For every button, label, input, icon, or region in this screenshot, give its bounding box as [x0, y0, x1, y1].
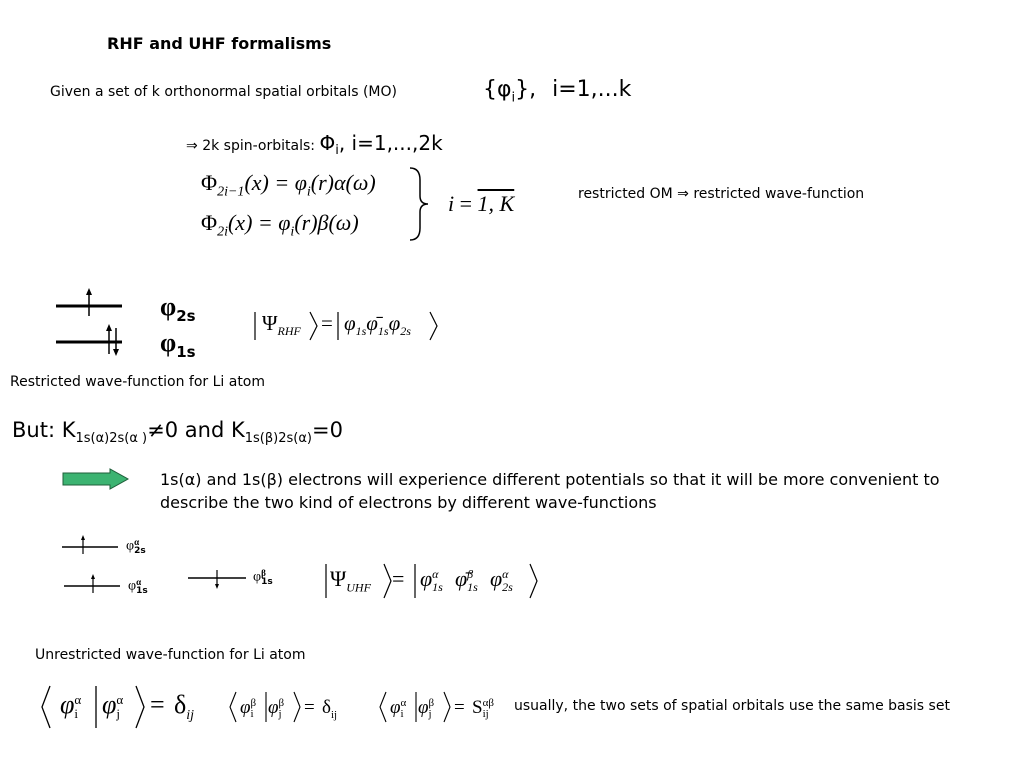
basis-set-note: usually, the two sets of spatial orbitals use the same basis set — [514, 698, 950, 714]
equation-phi-odd — [201, 170, 376, 200]
uhf-label-1s-beta: φβ 1s — [253, 568, 273, 587]
rhf-label-2s: $\varphi_{2s}$ — [160, 292, 196, 326]
index-range-lhs: i — [448, 191, 455, 216]
overlap2-rhs: $\delta_{ij}$ — [322, 697, 338, 721]
psi-uhf-eq: = — [392, 566, 405, 591]
but-sub1: 1s(α)2s(α ) — [75, 431, 148, 447]
page-title: RHF and UHF formalisms — [107, 34, 332, 53]
restricted-om-note: restricted OM ⇒ restricted wave-function — [578, 186, 865, 202]
overlap1-bra: φα i — [60, 690, 82, 722]
overlap3-bra: φα i — [390, 696, 407, 720]
overlap1-eq: = — [150, 690, 165, 719]
spin-orbital-symbol: Φ — [319, 131, 336, 155]
orbital-set-range: i=1,...k — [552, 77, 632, 102]
uhf-label-2s-alpha: φα 2s — [126, 537, 146, 556]
equation-phi-even — [201, 210, 359, 240]
psi-rhf-eq: = — [321, 311, 333, 335]
uhf-level-diagram — [60, 534, 280, 604]
overlap2-bra: φβ i — [240, 696, 257, 720]
eq-even-arg: (x) = φ — [227, 210, 291, 235]
but-prefix: But: K — [12, 418, 76, 442]
index-range — [448, 191, 514, 217]
orbital-set-close: }, — [515, 77, 537, 102]
exchange-integral-statement — [12, 418, 343, 446]
rhf-level-diagram — [56, 284, 136, 360]
psi-uhf-psi: $\Psi_{UHF}$ — [330, 566, 371, 595]
eq-odd-sub: i — [306, 184, 311, 200]
eq-odd-rest: (r)α(ω) — [310, 170, 376, 195]
orbital-set — [483, 77, 631, 105]
eq-even-lhs: Φ — [201, 210, 218, 235]
index-range-eq: = — [454, 191, 478, 216]
eq-even-lhs-sub: 2i — [217, 224, 228, 240]
eq-even-sub: i — [290, 224, 295, 240]
spin-orbitals-line — [186, 131, 443, 158]
psi-uhf-orb1: φα 1s — [420, 566, 443, 594]
psi-rhf-psi: $\Psi_{RHF}$ — [262, 311, 301, 339]
but-mid: ≠0 and K — [147, 418, 245, 442]
given-orbitals-text: Given a set of k orthonormal spatial orbitals (MO) — [50, 84, 397, 100]
explanation-text: 1s(α) and 1s(β) electrons will experience different potentials so that it will be more convenient to describe the two kind of electrons by different wave-functions — [160, 470, 940, 512]
overlap3-eq: = — [454, 697, 465, 718]
implies-arrow-icon: ⇒ — [186, 139, 198, 154]
overlap2-ket: φβ j — [268, 696, 285, 720]
rhf-label-1s: $\varphi_{1s}$ — [160, 328, 196, 362]
overlap2-eq: = — [304, 697, 315, 718]
rhf-caption: Restricted wave-function for Li atom — [10, 374, 266, 390]
spin-orbital-range: , i=1,...,2k — [338, 131, 443, 155]
orbital-set-open: {φ — [483, 77, 512, 102]
overlap1-ket: φα j — [102, 690, 124, 722]
right-brace-icon — [408, 166, 432, 242]
green-right-arrow-icon — [62, 468, 130, 490]
eq-odd-arg: (x) = φ — [244, 170, 307, 195]
but-suffix: =0 — [311, 418, 343, 442]
overlap3-ket: φβ j — [418, 696, 435, 720]
uhf-label-1s-alpha: φα 1s — [128, 577, 148, 596]
spin-orbital-sub: i — [335, 142, 339, 158]
eq-even-rest: (r)β(ω) — [294, 210, 359, 235]
spin-orbitals-label: 2k spin-orbitals: — [202, 138, 315, 154]
psi-uhf-orb3: φα 2s — [490, 566, 513, 594]
index-range-rhs: 1, K — [477, 191, 515, 216]
uhf-caption: Unrestricted wave-function for Li atom — [35, 647, 306, 663]
orbital-set-sub: i — [511, 90, 516, 106]
but-sub2: 1s(β)2s(α) — [244, 431, 312, 447]
psi-rhf-orbitals: $\varphi_{1s}\varphī_{1s}\varphi_{2s}$ — [344, 311, 411, 339]
psi-uhf-orb2: φ̄β 1s — [455, 566, 478, 594]
eq-odd-lhs: Φ — [201, 170, 218, 195]
overlap3-rhs: Sαβ ij — [472, 696, 494, 720]
eq-odd-lhs-sub: 2i−1 — [217, 184, 245, 200]
overlap1-rhs: $\delta_{ij}$ — [174, 690, 195, 724]
